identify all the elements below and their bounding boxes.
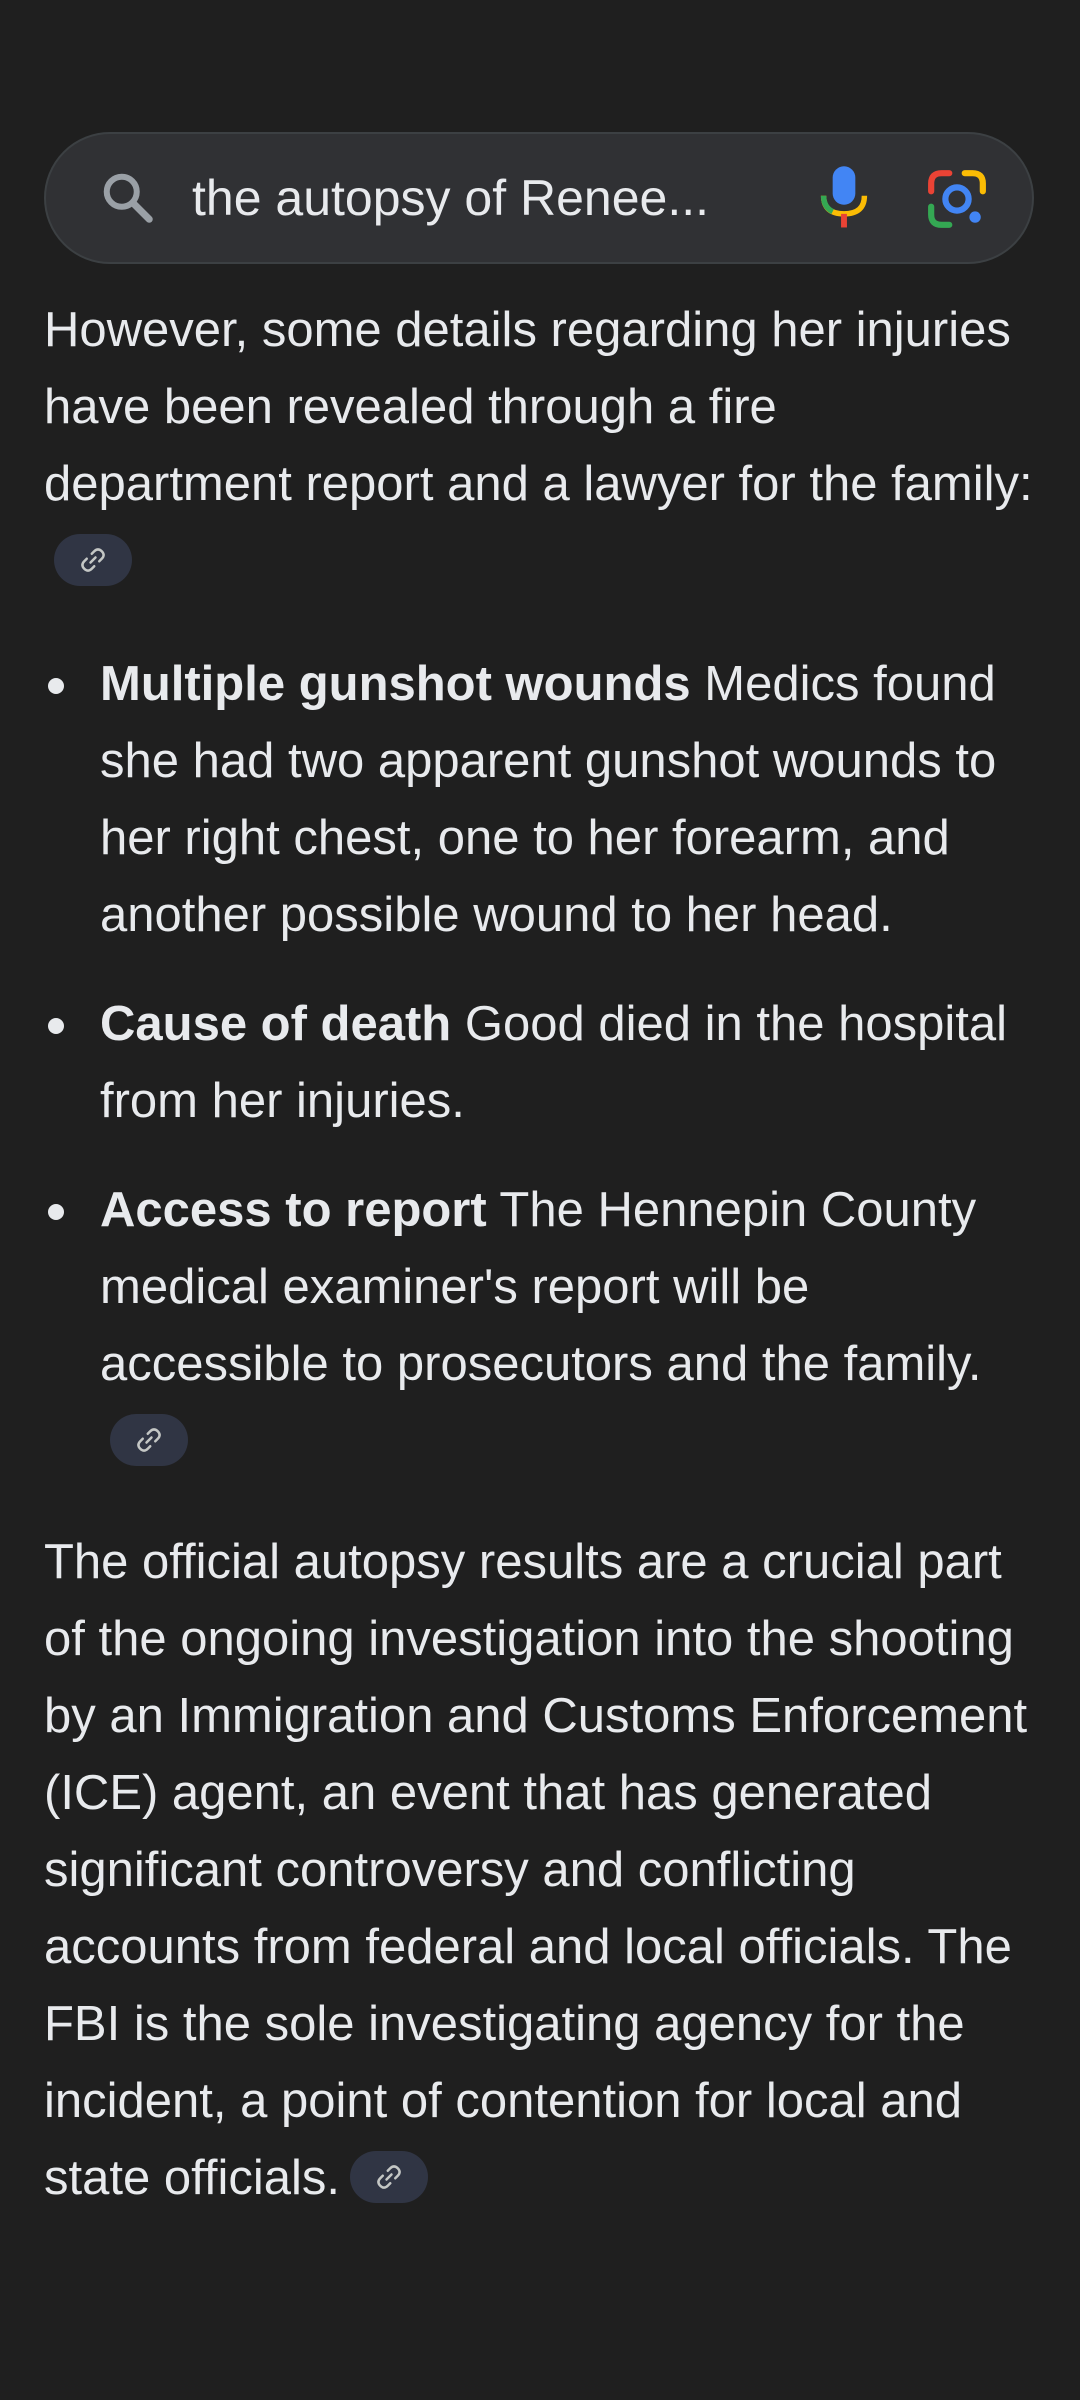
bullet-text: The Hennepin County medical examiner's report will be accessible to prosecutors and the family. <box>100 1183 982 1391</box>
source-link-chip[interactable] <box>110 1414 188 1466</box>
link-icon <box>374 2162 404 2192</box>
intro-text: However, some details regarding her injuries have been revealed through a fire department report and a lawyer for the family: <box>44 303 1033 511</box>
bullet-text: Good died in the hospital from her injuries. <box>100 997 1007 1128</box>
link-icon <box>78 545 108 575</box>
bullet-title: Multiple gunshot wounds <box>100 657 691 711</box>
list-item <box>44 1172 1036 1480</box>
outro-paragraph <box>44 1524 1036 2217</box>
bullet-title: Access to report <box>100 1183 487 1237</box>
search-icon <box>98 168 158 228</box>
search-bar[interactable] <box>44 132 1034 264</box>
list-item <box>44 646 1036 954</box>
search-input[interactable]: the autopsy of Renee... <box>192 170 710 226</box>
bullet-text: Medics found she had two apparent gunshot wounds to her right chest, one to her forearm, and another possible wound to her head. <box>100 657 997 942</box>
list-item <box>44 986 1036 1140</box>
bullet-list <box>44 646 1036 1480</box>
link-icon <box>134 1425 164 1455</box>
bullet-title: Cause of death <box>100 997 452 1051</box>
mic-icon[interactable] <box>816 164 872 232</box>
outro-text: The official autopsy results are a crucial part of the ongoing investigation into the shooting by an Immigration and Customs Enforcement (ICE) agent, an event that has generated significant controversy and conflicting accounts from federal and local officials. The FBI is the sole investigating agency for the incident, a point of contention for local and state officials. <box>44 1535 1028 2205</box>
answer-content <box>44 292 1036 2217</box>
source-link-chip[interactable] <box>54 534 132 586</box>
source-link-chip[interactable] <box>350 2151 428 2203</box>
intro-paragraph <box>44 292 1036 600</box>
google-lens-icon[interactable] <box>926 168 988 230</box>
